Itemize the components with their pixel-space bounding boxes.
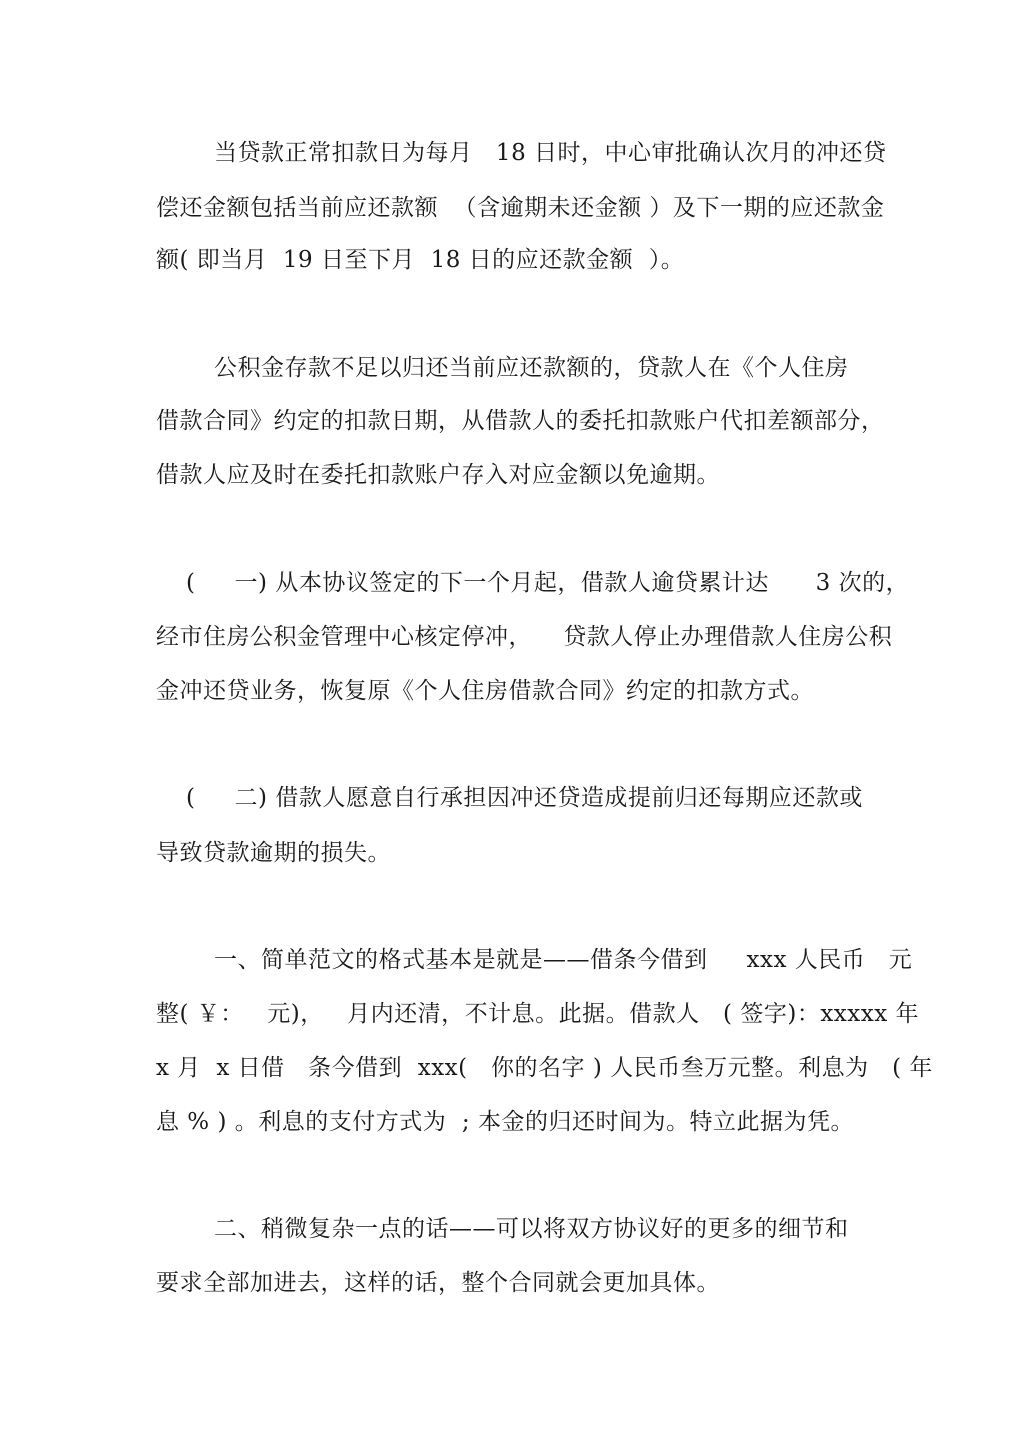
paragraph-1-line-1: 当贷款正常扣款日为每月 18 日时，中心审批确认次月的冲还贷 bbox=[214, 140, 887, 166]
paragraph-3-line-2: 经市住房公积金管理中心核定停冲， 贷款人停止办理借款人住房公积 bbox=[156, 624, 893, 650]
paragraph-2-line-3: 借款人应及时在委托扣款账户存入对应金额以免逾期。 bbox=[156, 462, 720, 488]
paragraph-2-line-1: 公积金存款不足以归还当前应还款额的，贷款人在《个人住房 bbox=[214, 355, 849, 381]
paragraph-6-line-2: 要求全部加进去，这样的话，整个合同就会更加具体。 bbox=[156, 1270, 720, 1296]
paragraph-1-line-3: 额( 即当月 19 日至下月 18 日的应还款金额 ）。 bbox=[156, 247, 685, 273]
paragraph-1-line-2: 偿还金额包括当前应还款额 （含逾期未还金额 ）及下一期的应还款金 bbox=[156, 195, 885, 221]
paragraph-5-line-2: 整( ￥： 元)， 月内还清，不计息。此据。借款人 ( 签字)：xxxxx 年 bbox=[156, 1001, 919, 1027]
paragraph-2-line-2: 借款合同》约定的扣款日期，从借款人的委托扣款账户代扣差额部分， bbox=[156, 408, 885, 434]
paragraph-5-line-4: 息 % ) 。利息的支付方式为 ; 本金的归还时间为。特立此据为凭。 bbox=[156, 1109, 854, 1135]
paragraph-3-line-3: 金冲还贷业务，恢复原《个人住房借款合同》约定的扣款方式。 bbox=[156, 678, 814, 704]
paragraph-4-line-2: 导致贷款逾期的损失。 bbox=[156, 840, 391, 866]
paragraph-3-line-1: ( 一) 从本协议签定的下一个月起，借款人逾贷累计达 3 次的， bbox=[186, 570, 910, 596]
paragraph-4-line-1: ( 二) 借款人愿意自行承担因冲还贷造成提前归还每期应还款或 bbox=[186, 785, 863, 811]
paragraph-6-line-1: 二、稍微复杂一点的话——可以将双方协议好的更多的细节和 bbox=[214, 1216, 849, 1242]
paragraph-5-line-3: x 月 x 日借 条今借到 xxx( 你的名字 ) 人民币叁万元整。利息为 ( 年 bbox=[156, 1055, 933, 1081]
paragraph-5-line-1: 一、简单范文的格式基本是就是——借条今借到 xxx 人民币 元 bbox=[214, 947, 913, 973]
